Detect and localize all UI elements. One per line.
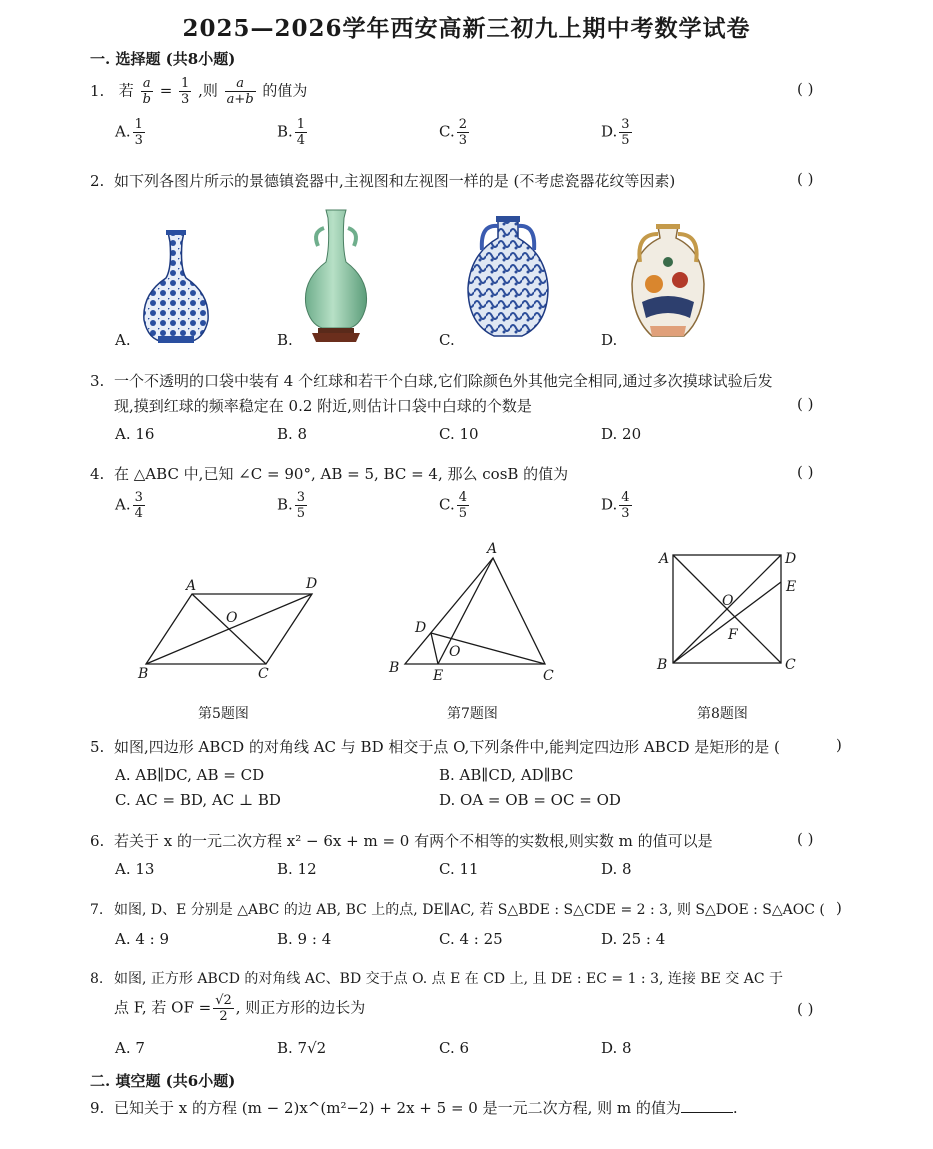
fig8-label-e: E bbox=[786, 579, 797, 595]
fig8-label-o: O bbox=[722, 593, 734, 609]
fig5-label-b: B bbox=[138, 666, 149, 682]
question-1 bbox=[90, 76, 307, 107]
option-8b[interactable]: B. 7√2 bbox=[277, 1039, 327, 1057]
fig5-label-c: C bbox=[258, 666, 269, 682]
vase-b-image[interactable] bbox=[300, 206, 372, 344]
option-5b[interactable]: B. AB∥CD, AD∥BC bbox=[439, 766, 574, 784]
answer-blank-9[interactable] bbox=[681, 1112, 733, 1113]
fig8-label-a: A bbox=[659, 551, 670, 567]
vase-c-image[interactable] bbox=[462, 214, 554, 342]
option-3c[interactable]: C. 10 bbox=[439, 425, 479, 443]
answer-paren-8[interactable]: ( ) bbox=[797, 1000, 814, 1018]
fig7-label-c: C bbox=[543, 668, 554, 684]
fig7-label-b: B bbox=[389, 660, 400, 676]
answer-paren-4[interactable]: ( ) bbox=[797, 463, 814, 481]
option-4b[interactable]: B. $\frac{3}{5}$ bbox=[277, 490, 306, 521]
fig8-label-f: F bbox=[728, 627, 738, 643]
option-4c[interactable]: C. $\frac{4}{5}$ bbox=[439, 490, 467, 521]
section-heading-fill: 二. 填空题 (共6小题) bbox=[90, 1072, 236, 1090]
vase-label-c: C. bbox=[439, 331, 455, 349]
question-4: 4. 在 △ABC 中,已知 ∠C = 90°, AB = 5, BC = 4, 那么 cosB 的值为 bbox=[90, 465, 569, 483]
question-9: 9. 已知关于 x 的方程 (m − 2)x^(m²−2) + 2x + 5 = 0 是一元二次方程, 则 m 的值为 . bbox=[90, 1099, 738, 1117]
option-1d[interactable]: D. $\frac{3}{5}$ bbox=[601, 117, 630, 148]
section-heading-choice: 一. 选择题 (共8小题) bbox=[90, 50, 236, 68]
fraction-a-over-a-plus-b: $\frac{a}{a+b}$ bbox=[226, 76, 254, 107]
vase-label-b: B. bbox=[277, 331, 293, 349]
question-number: 1. bbox=[90, 81, 105, 100]
option-3b[interactable]: B. 8 bbox=[277, 425, 308, 443]
fig8-label-d: D bbox=[785, 551, 797, 567]
answer-paren-1[interactable]: ( ) bbox=[797, 80, 814, 98]
option-3a[interactable]: A. 16 bbox=[115, 425, 155, 443]
answer-paren-2[interactable]: ( ) bbox=[797, 170, 814, 188]
fig5-label-a: A bbox=[186, 578, 197, 594]
option-4d[interactable]: D. $\frac{4}{3}$ bbox=[601, 490, 630, 521]
answer-paren-7-close[interactable]: ) bbox=[836, 899, 842, 917]
fig7-label-o: O bbox=[449, 644, 461, 660]
vase-d-image[interactable] bbox=[626, 222, 710, 342]
question-5: 5. 如图,四边形 ABCD 的对角线 AC 与 BD 相交于点 O,下列条件中,能判定四边形 ABCD 是矩形的是 ( bbox=[90, 738, 780, 756]
option-6c[interactable]: C. 11 bbox=[439, 860, 479, 878]
question-2: 2. 如下列各图片所示的景德镇瓷器中,主视图和左视图一样的是 (不考虑瓷器花纹等因素) bbox=[90, 172, 676, 190]
caption-fig-5: 第5题图 bbox=[198, 706, 249, 722]
fraction-a-over-b: $\frac{a}{b}$ bbox=[142, 76, 151, 107]
option-7b[interactable]: B. 9 : 4 bbox=[277, 930, 332, 948]
question-8-line-2: 点 F, 若 OF = $\frac{√2}{2}$ , 则正方形的边长为 bbox=[114, 993, 366, 1024]
option-3d[interactable]: D. 20 bbox=[601, 425, 642, 443]
vase-a-image[interactable] bbox=[138, 228, 214, 346]
fig5-label-d: D bbox=[306, 576, 318, 592]
page-title: 2025—2026学年西安高新三初九上期中考数学试卷 bbox=[182, 15, 751, 42]
fraction-one-third: $\frac{1}{3}$ bbox=[181, 76, 190, 107]
question-3-line-2: 现,摸到红球的频率稳定在 0.2 附近,则估计口袋中白球的个数是 bbox=[114, 397, 532, 415]
fig7-label-a: A bbox=[487, 541, 498, 557]
answer-paren-6[interactable]: ( ) bbox=[797, 830, 814, 848]
option-8a[interactable]: A. 7 bbox=[115, 1039, 145, 1057]
answer-paren-3[interactable]: ( ) bbox=[797, 395, 814, 413]
figure-5 bbox=[130, 570, 330, 685]
option-5d[interactable]: D. OA = OB = OC = OD bbox=[439, 791, 621, 809]
caption-fig-8: 第8题图 bbox=[697, 706, 748, 722]
option-1a[interactable]: A. $\frac{1}{3}$ bbox=[115, 117, 143, 148]
fig8-label-b: B bbox=[657, 657, 668, 673]
question-7: 7. 如图, D、E 分别是 △ABC 的边 AB, BC 上的点, DE∥AC, 若 S△BDE : S△CDE = 2 : 3, 则 S△DOE : S△AOC ( bbox=[90, 902, 825, 918]
vase-label-a: A. bbox=[115, 331, 131, 349]
option-6b[interactable]: B. 12 bbox=[277, 860, 317, 878]
fig8-label-c: C bbox=[785, 657, 796, 673]
q1-text-pre: 若 bbox=[118, 81, 134, 100]
option-1b[interactable]: B. $\frac{1}{4}$ bbox=[277, 117, 306, 148]
fig5-label-o: O bbox=[226, 610, 238, 626]
fraction-root2-over-2: $\frac{√2}{2}$ bbox=[215, 993, 232, 1024]
question-3-line-1: 3. 一个不透明的口袋中装有 4 个红球和若干个白球,它们除颜色外其他完全相同,通过多次摸球试验后发 bbox=[90, 372, 773, 390]
figure-8 bbox=[655, 545, 810, 675]
option-8c[interactable]: C. 6 bbox=[439, 1039, 470, 1057]
q1-eq: = bbox=[159, 81, 173, 100]
caption-fig-7: 第7题图 bbox=[447, 706, 498, 722]
option-5c[interactable]: C. AC = BD, AC ⊥ BD bbox=[115, 791, 281, 809]
figure-7 bbox=[385, 538, 565, 686]
option-6a[interactable]: A. 13 bbox=[115, 860, 155, 878]
option-6d[interactable]: D. 8 bbox=[601, 860, 632, 878]
question-6: 6. 若关于 x 的一元二次方程 x² − 6x + m = 0 有两个不相等的实数根,则实数 m 的值可以是 bbox=[90, 832, 713, 850]
q1-text-post: 的值为 bbox=[262, 81, 308, 100]
question-8-line-1: 8. 如图, 正方形 ABCD 的对角线 AC、BD 交于点 O. 点 E 在 CD 上, 且 DE : EC = 1 : 3, 连接 BE 交 AC 于 bbox=[90, 971, 784, 987]
q1-text-mid: ,则 bbox=[198, 81, 218, 100]
option-7a[interactable]: A. 4 : 9 bbox=[115, 930, 170, 948]
option-4a[interactable]: A. $\frac{3}{4}$ bbox=[115, 490, 143, 521]
option-5a[interactable]: A. AB∥DC, AB = CD bbox=[115, 766, 265, 784]
vase-label-d: D. bbox=[601, 331, 618, 349]
fig7-label-d: D bbox=[415, 620, 427, 636]
option-7c[interactable]: C. 4 : 25 bbox=[439, 930, 503, 948]
option-8d[interactable]: D. 8 bbox=[601, 1039, 632, 1057]
option-7d[interactable]: D. 25 : 4 bbox=[601, 930, 666, 948]
fig7-label-e: E bbox=[433, 668, 444, 684]
answer-paren-5-close[interactable]: ) bbox=[836, 736, 842, 754]
option-1c[interactable]: C. $\frac{2}{3}$ bbox=[439, 117, 467, 148]
